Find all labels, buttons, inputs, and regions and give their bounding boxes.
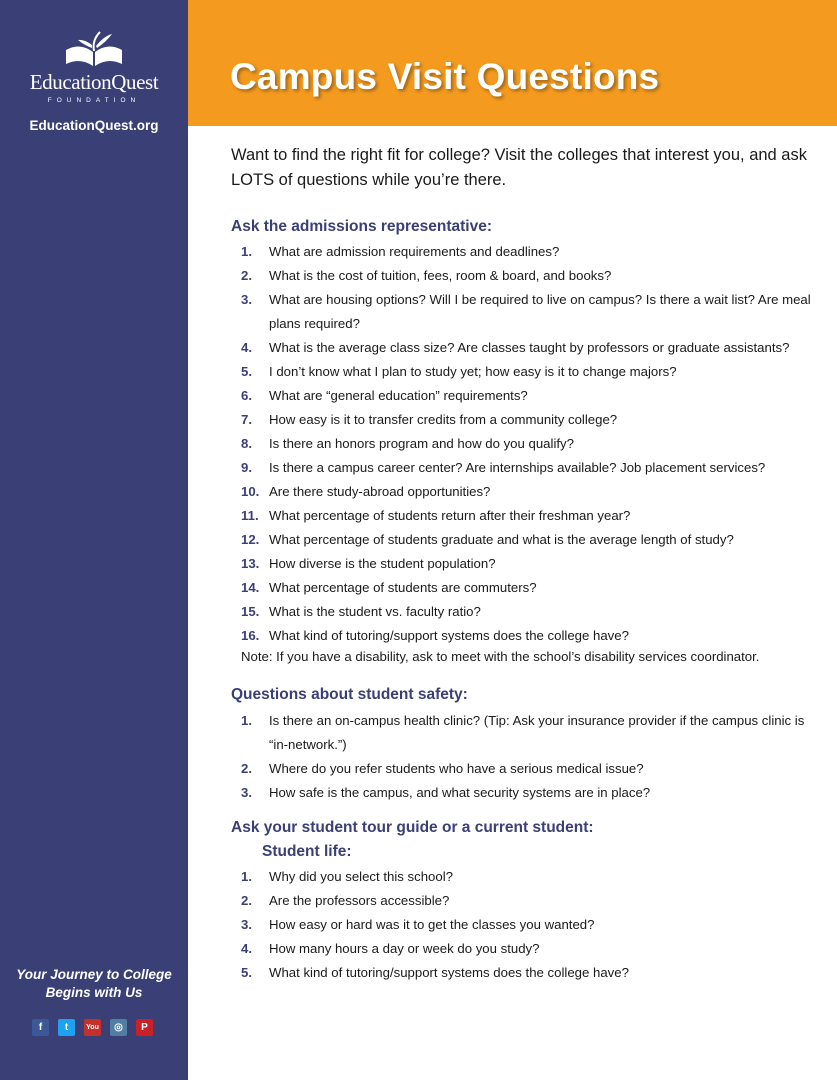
question-item — [241, 480, 826, 504]
question-text: Is there an honors program and how do you qualify? — [269, 436, 574, 451]
question-number: 1. — [241, 869, 252, 884]
question-item — [241, 961, 826, 985]
subheading-student-life: Student life: — [262, 843, 352, 860]
question-number: 4. — [241, 941, 252, 956]
question-number: 5. — [241, 965, 252, 980]
question-item — [241, 504, 826, 528]
question-number: 1. — [241, 244, 252, 259]
question-number: 8. — [241, 436, 252, 451]
question-number: 6. — [241, 388, 252, 403]
question-item — [241, 456, 826, 480]
disability-note: Note: If you have a disability, ask to meet with the school’s disability services coordinator. — [241, 649, 760, 664]
book-logo-icon — [62, 30, 126, 68]
question-number: 11. — [241, 508, 259, 523]
question-number: 15. — [241, 604, 260, 619]
tagline-line-2: Begins with Us — [45, 985, 143, 1000]
question-item — [241, 432, 826, 456]
safety-questions-list — [241, 709, 826, 805]
question-text: What percentage of students graduate and what is the average length of study? — [269, 532, 734, 547]
question-item — [241, 384, 826, 408]
question-text: What are “general education” requirements? — [269, 388, 528, 403]
question-text: How easy is it to transfer credits from a community college? — [269, 412, 618, 427]
question-item — [241, 757, 826, 781]
question-number: 2. — [241, 268, 252, 283]
header-banner — [188, 0, 837, 126]
social-links — [32, 1019, 153, 1036]
question-item — [241, 889, 826, 913]
question-item — [241, 781, 826, 805]
question-text: Are the professors accessible? — [269, 893, 450, 908]
question-text: What percentage of students return after their freshman year? — [269, 508, 631, 523]
question-item — [241, 528, 826, 552]
logo-name: EducationQuest — [29, 70, 159, 94]
question-item — [241, 624, 826, 648]
question-number: 13. — [241, 556, 260, 571]
question-text: How diverse is the student population? — [269, 556, 496, 571]
question-number: 2. — [241, 893, 252, 908]
question-item — [241, 408, 826, 432]
question-text: What is the average class size? Are classes taught by professors or graduate assistants? — [269, 340, 790, 355]
question-item — [241, 913, 826, 937]
section-heading-safety: Questions about student safety: — [231, 686, 468, 703]
question-text: I don’t know what I plan to study yet; how easy is it to change majors? — [269, 364, 677, 379]
question-item — [241, 709, 826, 757]
section-heading-admissions: Ask the admissions representative: — [231, 218, 493, 235]
question-text: What is the cost of tuition, fees, room & board, and books? — [269, 268, 612, 283]
question-number: 3. — [241, 785, 252, 800]
question-number: 9. — [241, 460, 252, 475]
question-number: 4. — [241, 340, 252, 355]
facebook-icon[interactable]: f — [32, 1019, 49, 1036]
question-item — [241, 576, 826, 600]
question-item — [241, 552, 826, 576]
question-number: 12. — [241, 532, 260, 547]
question-item — [241, 865, 826, 889]
twitter-icon[interactable]: t — [58, 1019, 75, 1036]
question-text: How many hours a day or week do you study? — [269, 941, 540, 956]
page-title: Campus Visit Questions — [230, 56, 660, 97]
question-item — [241, 288, 826, 336]
question-text: What are admission requirements and deadlines? — [269, 244, 560, 259]
question-text: Are there study-abroad opportunities? — [269, 484, 491, 499]
question-number: 7. — [241, 412, 252, 427]
question-text: What are housing options? Will I be required to live on campus? Is there a wait list? Are meal plans required? — [269, 292, 811, 331]
question-number: 3. — [241, 917, 252, 932]
question-item — [241, 240, 826, 264]
question-text: Is there a campus career center? Are internships available? Job placement services? — [269, 460, 766, 475]
section-heading-student: Ask your student tour guide or a current student: — [231, 819, 594, 836]
question-number: 2. — [241, 761, 252, 776]
instagram-icon[interactable]: ◎ — [110, 1019, 127, 1036]
tagline — [0, 966, 188, 1002]
question-number: 5. — [241, 364, 252, 379]
question-item — [241, 360, 826, 384]
question-text: Is there an on-campus health clinic? (Tip: Ask your insurance provider if the campus clinic is “in-network.”) — [269, 713, 805, 752]
question-number: 1. — [241, 713, 252, 728]
question-number: 10. — [241, 484, 260, 499]
question-text: What kind of tutoring/support systems does the college have? — [269, 965, 629, 980]
question-item — [241, 937, 826, 961]
logo-foundation: FOUNDATION — [47, 97, 141, 104]
question-text: What is the student vs. faculty ratio? — [269, 604, 481, 619]
question-text: How easy or hard was it to get the classes you wanted? — [269, 917, 595, 932]
website-link[interactable]: EducationQuest.org — [29, 118, 159, 133]
question-item — [241, 336, 826, 360]
logo[interactable] — [0, 30, 188, 104]
question-text: Where do you refer students who have a serious medical issue? — [269, 761, 644, 776]
question-text: What percentage of students are commuters? — [269, 580, 537, 595]
pinterest-icon[interactable]: P — [136, 1019, 153, 1036]
question-item — [241, 264, 826, 288]
sidebar — [0, 0, 188, 1080]
question-number: 16. — [241, 628, 260, 643]
question-number: 3. — [241, 292, 252, 307]
question-text: What kind of tutoring/support systems does the college have? — [269, 628, 629, 643]
youtube-icon[interactable]: You — [84, 1019, 101, 1036]
question-item — [241, 600, 826, 624]
student-life-questions-list — [241, 865, 826, 985]
admissions-questions-list — [241, 240, 826, 648]
intro-text: Want to find the right fit for college? Visit the colleges that interest you, and ask LOTS of questions while you’re there. — [231, 146, 807, 189]
question-text: How safe is the campus, and what security systems are in place? — [269, 785, 651, 800]
question-text: Why did you select this school? — [269, 869, 453, 884]
question-number: 14. — [241, 580, 260, 595]
tagline-line-1: Your Journey to College — [16, 967, 172, 982]
